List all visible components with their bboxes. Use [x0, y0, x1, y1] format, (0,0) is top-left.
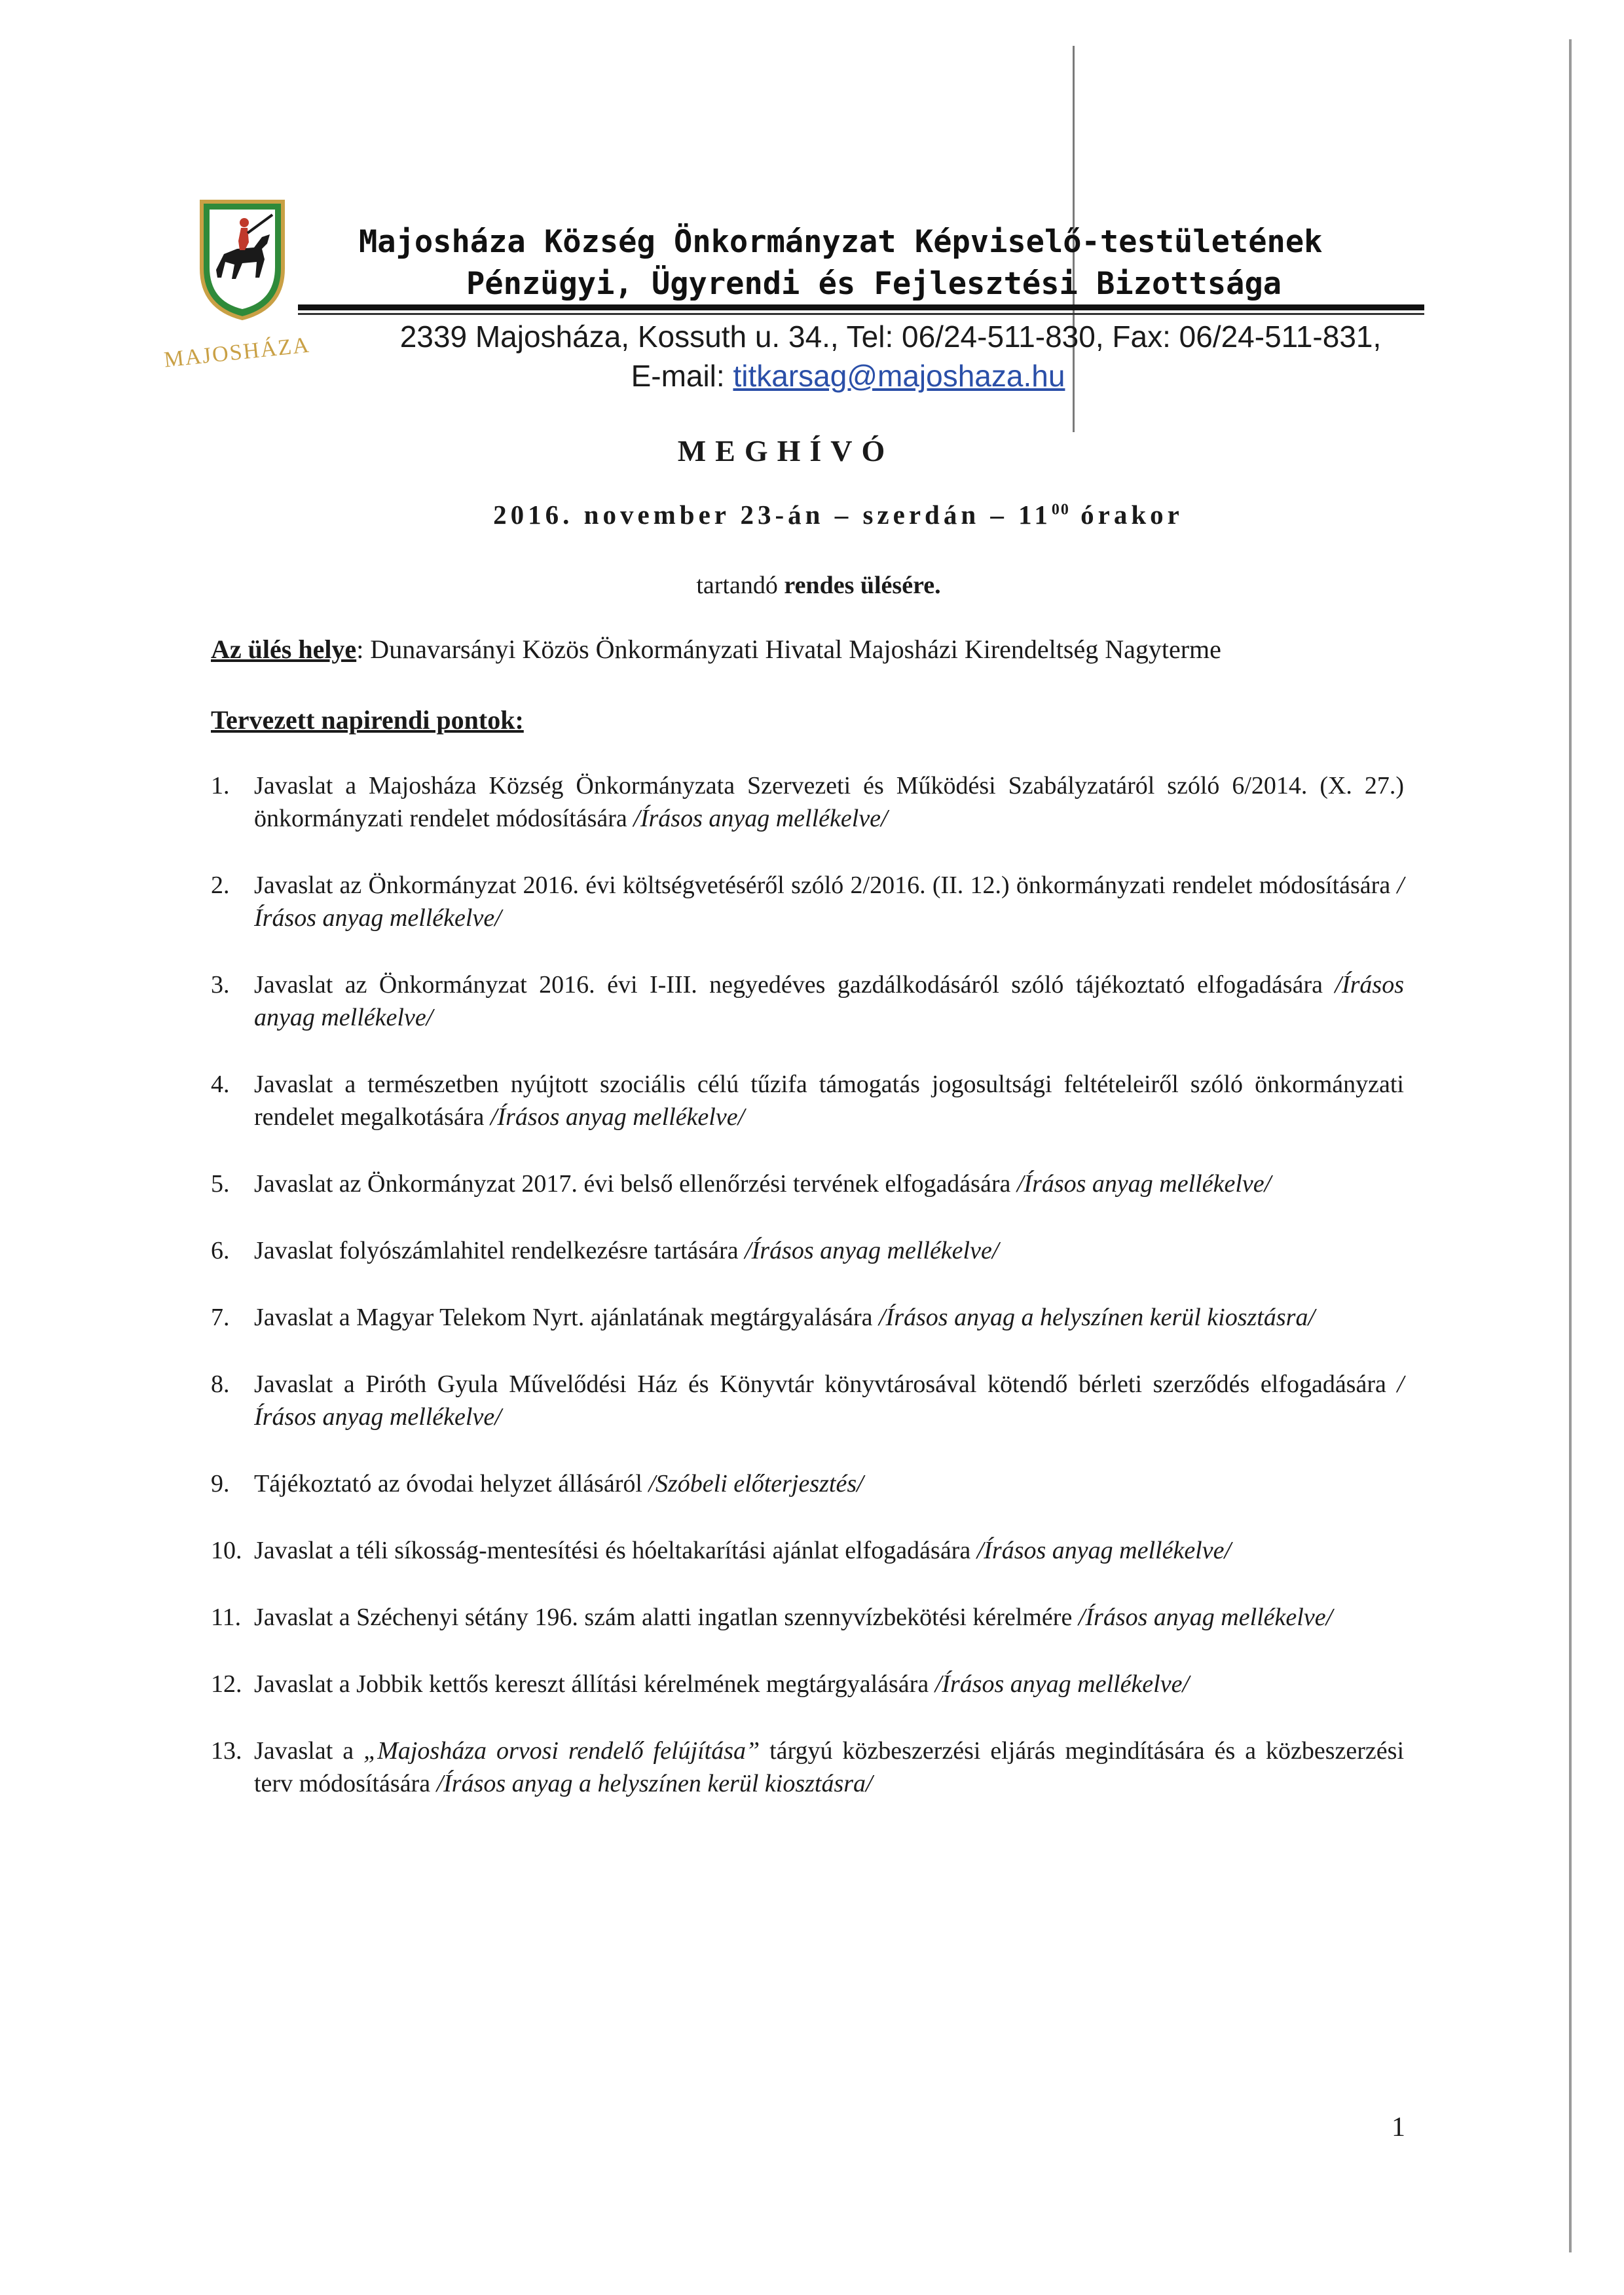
agenda-item — [211, 1234, 1404, 1267]
agenda-item-text: Javaslat az Önkormányzat 2017. évi belső ellenőrzési tervének elfogadására — [254, 1170, 1017, 1198]
agenda-item — [211, 1467, 1404, 1500]
agenda-item — [211, 1668, 1404, 1700]
crest-text: MAJOSHÁZA — [162, 333, 312, 373]
meeting-type-bold: rendes ülésére. — [784, 572, 941, 599]
agenda-item-text: Javaslat a — [254, 1737, 364, 1765]
agenda-item — [211, 1534, 1404, 1567]
agenda-item-number: 2. — [211, 872, 230, 899]
agenda-item-number: 5. — [211, 1170, 230, 1198]
agenda-item-number: 11. — [211, 1604, 242, 1631]
agenda-item-text: Javaslat folyószámlahitel rendelkezésre tartására — [254, 1237, 745, 1264]
address-line: 2339 Majosháza, Kossuth u. 34., Tel: 06/24-511-830, Fax: 06/24-511-831, — [399, 320, 1382, 354]
agenda-item-text: Tájékoztató az óvodai helyzet állásáról — [254, 1470, 649, 1497]
email-label: E-mail: — [631, 359, 725, 393]
agenda-item-number: 13. — [211, 1737, 242, 1765]
agenda-item-note: /Írásos anyag mellékelve/ — [1078, 1604, 1333, 1631]
venue-label: Az ülés helye — [211, 634, 357, 664]
meeting-date — [0, 499, 1624, 530]
agenda-item-note: /Írásos anyag mellékelve/ — [490, 1103, 745, 1131]
crest-icon — [196, 196, 288, 321]
meeting-date-suffix: órakor — [1069, 500, 1183, 530]
agenda-item-text: Javaslat a Széchenyi sétány 196. szám alatti ingatlan szennyvízbekötési kérelmére — [254, 1604, 1079, 1631]
agenda-item — [211, 1068, 1404, 1133]
page-edge — [1569, 39, 1572, 2252]
agenda-item-note: /Írásos anyag mellékelve/ — [254, 872, 1404, 932]
email-line — [321, 356, 1460, 395]
agenda-item-number: 9. — [211, 1470, 230, 1497]
page-number: 1 — [1392, 2112, 1405, 2142]
agenda-item-project-title: „Majosháza orvosi rendelő felújítása” — [363, 1737, 760, 1765]
agenda-item-note: /Írásos anyag mellékelve/ — [254, 1370, 1404, 1431]
organization-name-line2: Pénzügyi, Ügyrendi és Fejlesztési Bizottsága — [466, 266, 1282, 302]
agenda-item — [211, 869, 1404, 934]
agenda-item-number: 6. — [211, 1237, 230, 1264]
agenda-item-number: 7. — [211, 1304, 230, 1331]
agenda-item-note: /Írásos anyag mellékelve/ — [934, 1670, 1190, 1698]
agenda-item — [211, 1301, 1404, 1334]
agenda-item-text: Javaslat az Önkormányzat 2016. évi költségvetéséről szóló 2/2016. (II. 12.) önkormányzati rendelet módosítására — [254, 872, 1397, 899]
agenda-item-note: /Írásos anyag a helyszínen kerül kiosztásra/ — [436, 1770, 873, 1797]
agenda-item-text: Javaslat a Jobbik kettős kereszt állítási kérelmének megtárgyalására — [254, 1670, 935, 1698]
agenda-item-number: 3. — [211, 971, 230, 999]
agenda-item-note: /Szóbeli előterjesztés/ — [648, 1470, 864, 1497]
agenda-item-text: Javaslat a Piróth Gyula Művelődési Ház és Könyvtár könyvtárosával kötendő bérleti szerződés elfogadására — [254, 1370, 1397, 1398]
agenda-item — [211, 1735, 1404, 1800]
agenda-item-note: /Írásos anyag mellékelve/ — [633, 805, 888, 832]
agenda-item-note: /Írásos anyag mellékelve/ — [745, 1237, 999, 1264]
agenda-item — [211, 769, 1404, 835]
organization-name — [359, 221, 1420, 305]
agenda-item-number: 12. — [211, 1670, 242, 1698]
document-title: MEGHÍVÓ — [677, 434, 895, 468]
agenda-item-text: Javaslat a Magyar Telekom Nyrt. ajánlatának megtárgyalására — [254, 1304, 879, 1331]
agenda-item-note: /Írásos anyag mellékelve/ — [976, 1537, 1232, 1564]
agenda-item — [211, 1601, 1404, 1634]
agenda-item-number: 10. — [211, 1537, 242, 1564]
organization-name-line1: Majosháza Község Önkormányzat Képviselő-testületének — [359, 224, 1323, 260]
agenda-item-number: 1. — [211, 772, 230, 799]
agenda-item — [211, 1368, 1404, 1433]
agenda-item-text: Javaslat a természetben nyújtott szociális célú tűzifa támogatás jogosultsági feltételeiről szóló önkormányzati rendelet megalkotására — [254, 1071, 1404, 1131]
agenda-item-note: /Írásos anyag mellékelve/ — [1016, 1170, 1272, 1198]
agenda-item — [211, 968, 1404, 1034]
email-link[interactable]: titkarsag@majoshaza.hu — [733, 359, 1065, 393]
agenda-list — [211, 769, 1404, 1800]
agenda-item — [211, 1167, 1404, 1200]
meeting-date-main: 2016. november 23-án – szerdán – 11 — [493, 500, 1052, 530]
agenda-item-text: Javaslat a téli síkosság-mentesítési és hóeltakarítási ajánlat elfogadására — [254, 1537, 977, 1564]
header-divider — [298, 304, 1424, 315]
agenda-item-number: 4. — [211, 1071, 230, 1098]
agenda-heading: Tervezett napirendi pontok: — [211, 705, 524, 735]
meeting-type-prefix: tartandó — [696, 572, 784, 599]
meeting-type — [0, 571, 1624, 600]
agenda-item-text-continued: tárgyú közbeszerzési eljárás megindítására és a közbeszerzési terv módosítására — [254, 1737, 1405, 1797]
meeting-venue — [211, 634, 1455, 665]
meeting-date-minutes: 00 — [1051, 501, 1070, 519]
agenda-item-note: /Írásos anyag mellékelve/ — [254, 971, 1404, 1031]
contact-block — [321, 317, 1460, 395]
agenda-item-text: Javaslat a Majosháza Község Önkormányzata Szervezeti és Működési Szabályzatáról szóló 6/2014. (X. 27.) önkormányzati rendelet módosítására — [254, 772, 1404, 832]
agenda-item-note: /Írásos anyag a helyszínen kerül kiosztásra/ — [879, 1304, 1316, 1331]
agenda-item-text: Javaslat az Önkormányzat 2016. évi I-III. negyedéves gazdálkodásáról szóló tájékoztató elfogadására — [254, 971, 1335, 999]
venue-text: : Dunavarsányi Közös Önkormányzati Hivatal Majosházi Kirendeltség Nagyterme — [356, 634, 1221, 664]
agenda-item-number: 8. — [211, 1370, 230, 1398]
